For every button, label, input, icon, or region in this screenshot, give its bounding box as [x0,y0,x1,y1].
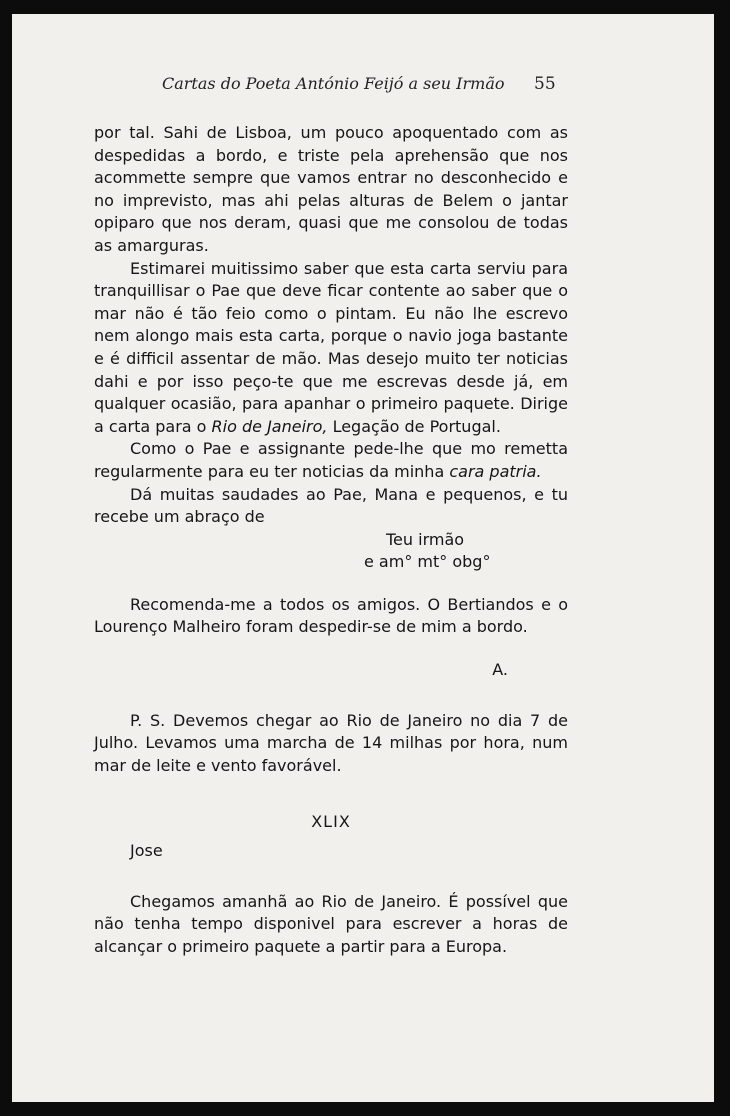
page-number: 55 [534,74,556,94]
paragraph-3-text: Como o Pae e assignante pede-lhe que mo remetta regularmente para eu ter noticias da minha [94,439,568,481]
paragraph-2-end: Legação de Portugal. [332,416,501,436]
letter-paragraph-4: Dá muitas saudades ao Pae, Mana e pequenos, e tu recebe um abraço de [94,484,568,527]
spacer [94,639,568,659]
salutation: Jose [130,841,163,861]
signoff-line-1: Teu irmão [386,529,465,549]
signature-initial: A. [492,660,508,680]
letter-number: XLIX [311,812,351,832]
letter-paragraph-3 [94,438,568,483]
letter-paragraph-5: Recomenda-me a todos os amigos. O Bertiandos e o Lourenço Malheiro foram despedir-se de mim a bordo. [94,594,568,637]
letter-paragraph-2 [94,258,568,439]
letter-paragraph-1: por tal. Sahi de Lisboa, um pouco apoquentado com as despedidas a bordo, e triste pela aprehensão que nos acommette sempre que vamos entrar no desconhecido e no imprevisto, mas ahi pelas alturas de Belem o jantar opiparo que nos deram, quasi que me consolou de todas as amarguras. [94,123,568,255]
postscript: P. S. Devemos chegar ao Rio de Janeiro no dia 7 de Julho. Levamos uma marcha de 14 milhas por hora, num mar de leite e vento favorável. [94,710,568,775]
destination-italic: Rio de Janeiro, [211,416,328,436]
running-title: Cartas do Poeta António Feijó a seu Irmão [162,74,505,93]
spacer [94,682,568,710]
cara-patria-italic: cara patria. [449,461,542,481]
spacer [94,777,568,811]
page-body [94,122,568,958]
signoff-line-2: e am° mt° obg° [364,552,491,572]
book-page [12,14,714,1102]
spacer [94,574,568,594]
page-header [12,74,714,102]
spacer [94,863,568,891]
next-letter-paragraph-1: Chegamos amanhã ao Rio de Janeiro. É possível que não tenha tempo disponivel para escrever a horas de alcançar o primeiro paquete a partir para a Europa. [94,891,568,956]
paragraph-2-text: Estimarei muitissimo saber que esta carta serviu para tranquillisar o Pae que deve ficar contente ao saber que o mar não é tão feio como o pintam. Eu não lhe escrevo nem alongo mais esta carta, porque o navio joga bastante e é difficil assentar de mão. Mas desejo muito ter noticias dahi e por isso peço-te que me escrevas desde já, em qualquer ocasião, para apanhar o primeiro paquete. Dirige a carta para o [94,258,568,436]
